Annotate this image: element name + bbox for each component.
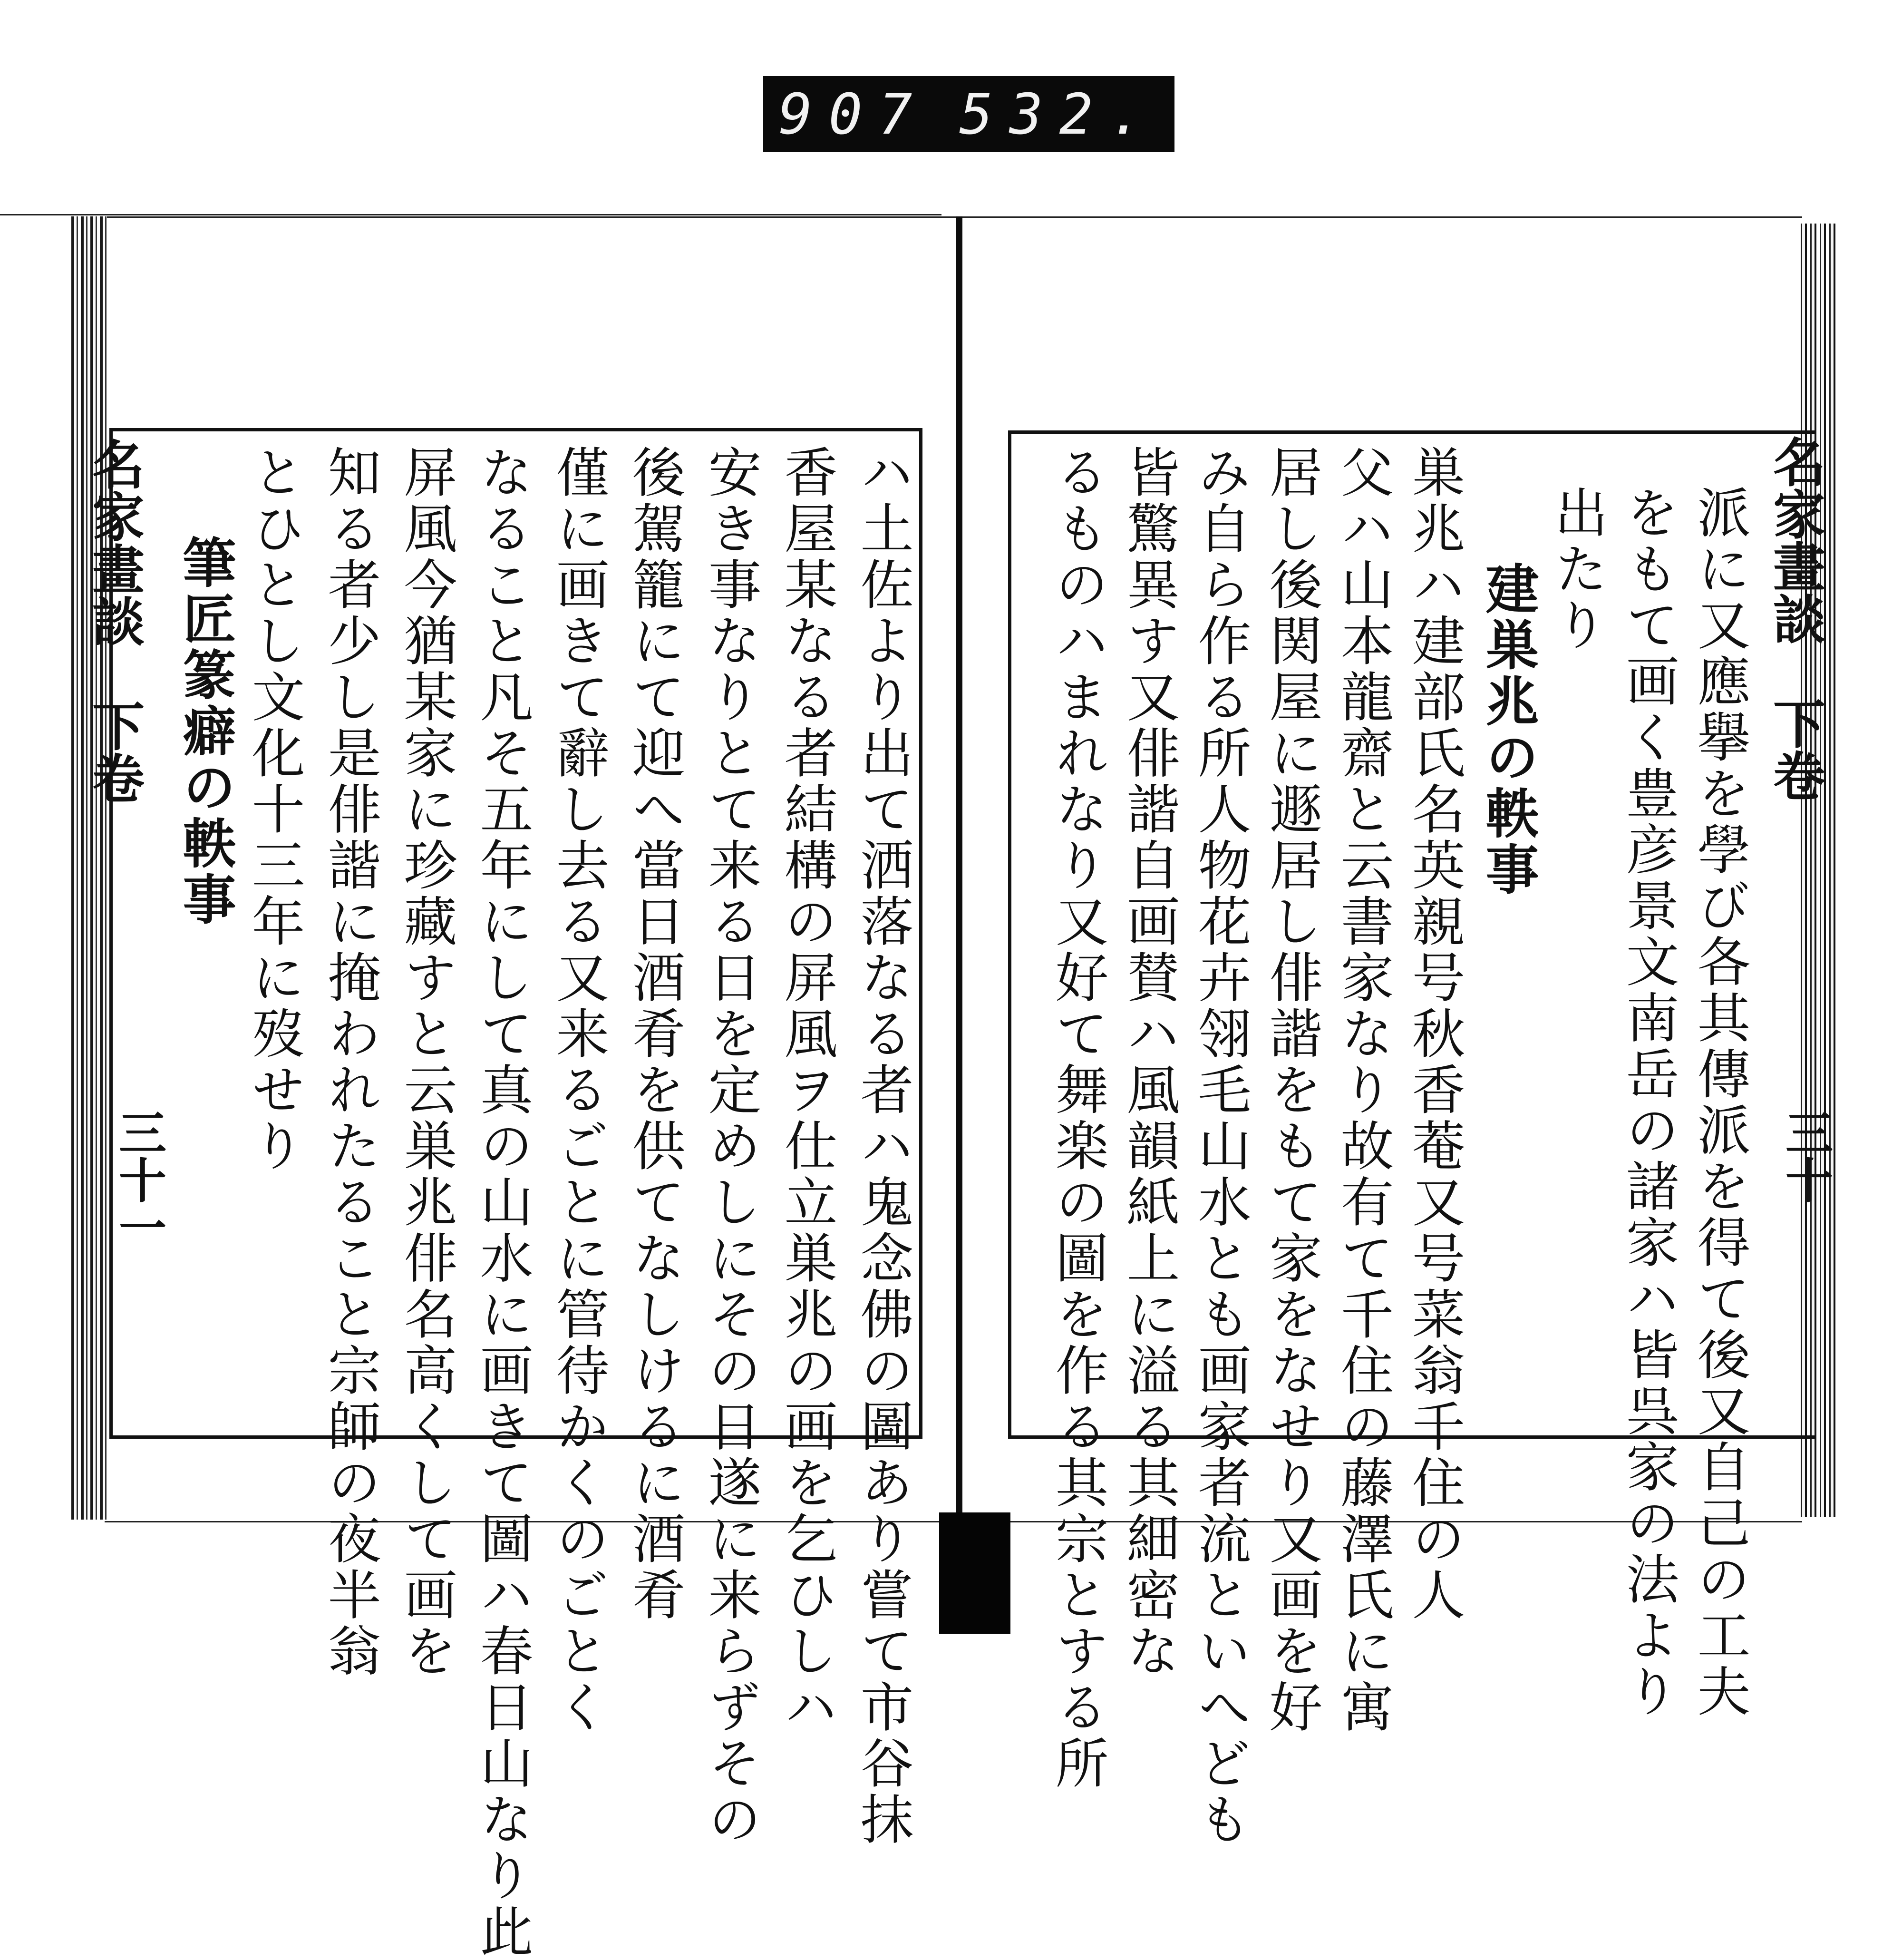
catalog-number-label: [763, 76, 1174, 152]
text-column: 屏風今猶某家に珍藏すと云巣兆俳名高くして画を: [395, 445, 457, 1679]
right-folio: 三十: [1777, 1108, 1834, 1203]
text-column: なること凡そ五年にして真の山水に画きて圖ハ春日山なり此: [471, 445, 533, 1960]
text-column: るものハまれなり又好て舞楽の圖を作る其宗とする所: [1047, 445, 1108, 1792]
left-page-edge: [71, 216, 107, 1520]
text-column: をもて画く豊彦景文南岳の諸家ハ皆呉家の法より: [1617, 485, 1679, 1720]
catalog-number-right: 532.: [959, 81, 1159, 147]
text-column: 安き事なりとて来る日を定めしにその日遂に来らずその: [699, 445, 761, 1848]
text-column: ハ土佐より出て洒落なる者ハ鬼念佛の圖あり嘗て市谷抹: [852, 445, 913, 1848]
text-column: 僅に画きて辭し去る又来るごとに管待かくのごとく: [547, 445, 609, 1736]
right-margin-title: 名家畫談 下卷: [1765, 435, 1826, 801]
text-column: 皆驚異す又俳諧自画賛ハ風韻紙上に溢る其細密な: [1118, 445, 1180, 1679]
text-column: 後駕籠にて迎へ當日酒肴を供てなしけるに酒肴: [623, 445, 685, 1623]
gutter-shadow: [939, 1512, 1010, 1634]
section-heading: 建巣兆の軼事: [1477, 561, 1539, 898]
text-column: 出たり: [1546, 485, 1608, 653]
left-folio: 三十一: [111, 1108, 167, 1251]
text-column: 父ハ山本龍齋と云書家なり故有て千住の藤澤氏に寓: [1332, 445, 1394, 1736]
book-gutter: [956, 216, 962, 1520]
top-rule: [0, 214, 941, 215]
text-column: 香屋某なる者結構の屏風ヲ仕立巣兆の画を乞ひしハ: [776, 445, 837, 1736]
text-column: とひとし文化十三年に歿せり: [243, 445, 305, 1174]
text-column: 居し後関屋に遯居し俳諧をもて家をなせり又画を好: [1261, 445, 1322, 1736]
catalog-number-left: 907: [778, 81, 929, 147]
text-column: み自ら作る所人物花卉翎毛山水とも画家者流といへども: [1189, 445, 1251, 1848]
text-column: 巣兆ハ建部氏名英親号秋香菴又号菜翁千住の人: [1403, 445, 1465, 1623]
section-heading: 筆匠篆癖の軼事: [174, 535, 236, 928]
left-margin-title: 名家畫談 下卷: [84, 438, 145, 804]
text-column: 派に又應擧を學び各其傳派を得て後又自己の工夫: [1689, 485, 1750, 1720]
text-column: 知る者少し是俳諧に掩われたること宗師の夜半翁: [319, 445, 381, 1679]
